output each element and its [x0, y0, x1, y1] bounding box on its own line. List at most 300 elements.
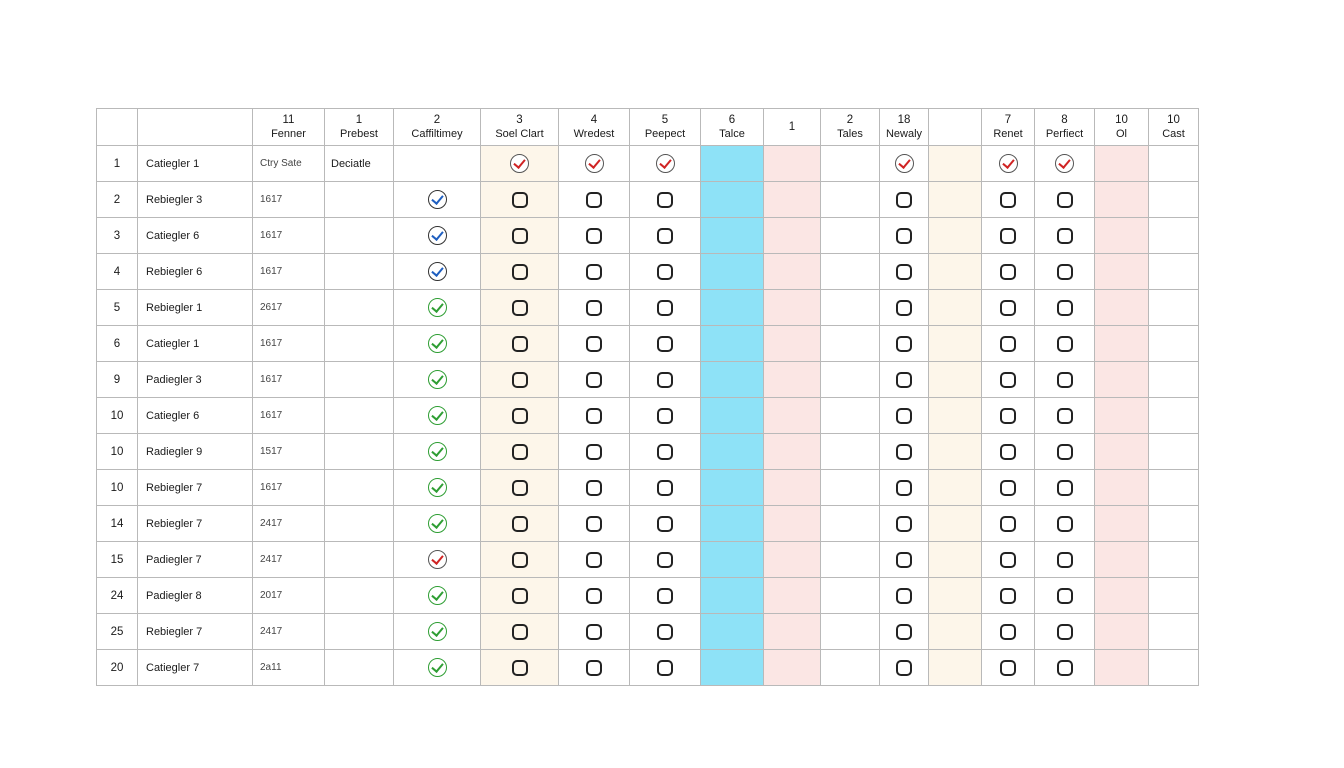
checkbox-cell — [1149, 146, 1199, 182]
table-row — [97, 578, 1199, 614]
row-number: 5 — [97, 290, 138, 326]
checkbox-checked-green-icon[interactable] — [428, 406, 447, 425]
checkbox-unchecked[interactable] — [1000, 192, 1016, 208]
checkbox-cell — [394, 254, 481, 290]
checkbox-unchecked[interactable] — [586, 444, 602, 460]
checkbox-unchecked[interactable] — [586, 552, 602, 568]
checkbox-unchecked[interactable] — [586, 336, 602, 352]
checkbox-cell — [630, 182, 701, 218]
checkbox-cell — [481, 146, 559, 182]
checkbox-unchecked[interactable] — [512, 624, 528, 640]
checkbox-cell — [880, 326, 929, 362]
checkbox-cell — [559, 326, 630, 362]
checkbox-cell — [630, 614, 701, 650]
checkbox-unchecked[interactable] — [657, 516, 673, 532]
category-name: Rebiegler 3 — [138, 182, 253, 218]
checkbox-cell — [1095, 326, 1149, 362]
checkbox-unchecked[interactable] — [896, 660, 912, 676]
checkbox-cell — [701, 434, 764, 470]
checkbox-cell — [764, 182, 821, 218]
checkbox-checked-red-icon[interactable] — [656, 154, 675, 173]
year-value: 2017 — [253, 578, 325, 614]
checkbox-unchecked[interactable] — [1057, 336, 1073, 352]
checkbox-cell — [630, 218, 701, 254]
checkbox-unchecked[interactable] — [1057, 516, 1073, 532]
year-value: 2a11 — [253, 650, 325, 686]
category-name: Catiegler 1 — [138, 326, 253, 362]
checkbox-cell — [394, 398, 481, 434]
checkbox-cell — [880, 290, 929, 326]
column-number: 2 — [433, 114, 441, 126]
checkbox-unchecked[interactable] — [586, 660, 602, 676]
checkbox-checked-red-icon[interactable] — [895, 154, 914, 173]
checkbox-cell — [630, 506, 701, 542]
checkbox-cell — [1149, 254, 1199, 290]
checkbox-cell — [630, 470, 701, 506]
checkbox-unchecked[interactable] — [512, 228, 528, 244]
checkbox-cell — [929, 146, 982, 182]
checkbox-unchecked[interactable] — [896, 552, 912, 568]
checkbox-checked-green-icon[interactable] — [428, 622, 447, 641]
column-header-7[interactable] — [630, 109, 701, 146]
checkbox-unchecked[interactable] — [1000, 444, 1016, 460]
checkbox-unchecked[interactable] — [657, 300, 673, 316]
checkbox-cell — [764, 650, 821, 686]
header-row — [97, 109, 1199, 146]
checkbox-cell — [1149, 542, 1199, 578]
row-number: 25 — [97, 614, 138, 650]
checkbox-unchecked[interactable] — [657, 264, 673, 280]
checkbox-cell — [764, 434, 821, 470]
checkbox-unchecked[interactable] — [1000, 300, 1016, 316]
column-number: 11 — [282, 114, 295, 126]
checkbox-checked-green-icon[interactable] — [428, 586, 447, 605]
year-value: 2417 — [253, 542, 325, 578]
year-value: 2417 — [253, 614, 325, 650]
checkbox-unchecked[interactable] — [512, 336, 528, 352]
checkbox-cell — [701, 326, 764, 362]
checkbox-cell — [1149, 362, 1199, 398]
checkbox-cell — [821, 650, 880, 686]
checkbox-cell — [821, 182, 880, 218]
checkbox-checked-red-icon[interactable] — [1055, 154, 1074, 173]
checkbox-cell — [982, 650, 1035, 686]
checkbox-cell — [325, 254, 394, 290]
checkbox-unchecked[interactable] — [896, 588, 912, 604]
checkbox-cell — [325, 182, 394, 218]
checkbox-cell — [982, 578, 1035, 614]
checkbox-unchecked[interactable] — [896, 336, 912, 352]
checkbox-unchecked[interactable] — [657, 624, 673, 640]
table-row — [97, 614, 1199, 650]
checkbox-checked-green-icon[interactable] — [428, 658, 447, 677]
checkbox-unchecked[interactable] — [586, 372, 602, 388]
checkbox-cell — [559, 254, 630, 290]
checkbox-cell — [630, 254, 701, 290]
checkbox-cell — [630, 290, 701, 326]
checkbox-unchecked[interactable] — [586, 408, 602, 424]
checkbox-cell — [1149, 578, 1199, 614]
checkbox-cell — [821, 326, 880, 362]
column-header-15[interactable] — [1095, 109, 1149, 146]
checkbox-cell — [929, 398, 982, 434]
checkbox-cell — [701, 470, 764, 506]
checkbox-cell — [325, 290, 394, 326]
checkbox-cell — [929, 434, 982, 470]
checkbox-unchecked[interactable] — [586, 480, 602, 496]
checkbox-cell — [929, 650, 982, 686]
column-title: Caffiltimey — [411, 128, 463, 140]
checkbox-unchecked[interactable] — [657, 588, 673, 604]
checkbox-cell — [929, 182, 982, 218]
checkbox-unchecked[interactable] — [586, 192, 602, 208]
checkbox-cell — [630, 578, 701, 614]
checkbox-checked-green-icon[interactable] — [428, 370, 447, 389]
checkbox-unchecked[interactable] — [1000, 264, 1016, 280]
checkbox-unchecked[interactable] — [1057, 264, 1073, 280]
column-title: Tales — [837, 128, 863, 140]
checkbox-unchecked[interactable] — [512, 552, 528, 568]
checkbox-cell — [325, 398, 394, 434]
checkbox-unchecked[interactable] — [1057, 192, 1073, 208]
checkbox-cell — [764, 578, 821, 614]
checkbox-cell — [764, 398, 821, 434]
checkbox-unchecked[interactable] — [1000, 372, 1016, 388]
checkbox-cell — [929, 326, 982, 362]
checkbox-cell — [880, 470, 929, 506]
checkbox-cell — [325, 434, 394, 470]
checkbox-unchecked[interactable] — [657, 372, 673, 388]
checkbox-cell — [701, 542, 764, 578]
checkbox-cell — [701, 218, 764, 254]
column-number: 1 — [788, 121, 796, 133]
column-header-3[interactable] — [325, 109, 394, 146]
checkbox-unchecked[interactable] — [512, 300, 528, 316]
checkbox-checked-green-icon[interactable] — [428, 442, 447, 461]
checkbox-unchecked[interactable] — [1000, 552, 1016, 568]
table-row — [97, 182, 1199, 218]
checkbox-unchecked[interactable] — [1000, 588, 1016, 604]
checkbox-cell — [701, 362, 764, 398]
checkbox-cell — [559, 650, 630, 686]
checkbox-unchecked[interactable] — [1057, 300, 1073, 316]
column-header-0[interactable] — [97, 109, 138, 146]
checkbox-checked-green-icon[interactable] — [428, 514, 447, 533]
checkbox-checked-blue-icon[interactable] — [428, 226, 447, 245]
year-value: 1617 — [253, 254, 325, 290]
checkbox-cell — [880, 182, 929, 218]
checkbox-cell — [481, 362, 559, 398]
year-value: 1617 — [253, 326, 325, 362]
checkbox-unchecked[interactable] — [1057, 624, 1073, 640]
checkbox-unchecked[interactable] — [657, 228, 673, 244]
checkbox-unchecked[interactable] — [657, 552, 673, 568]
checkbox-cell — [559, 146, 630, 182]
checkbox-cell — [481, 506, 559, 542]
checkbox-unchecked[interactable] — [1057, 228, 1073, 244]
checkbox-unchecked[interactable] — [586, 588, 602, 604]
checkbox-cell — [394, 326, 481, 362]
column-header-5[interactable] — [481, 109, 559, 146]
category-name: Catiegler 6 — [138, 218, 253, 254]
checkbox-checked-green-icon[interactable] — [428, 478, 447, 497]
checkbox-unchecked[interactable] — [896, 372, 912, 388]
checkbox-cell — [1149, 650, 1199, 686]
row-number: 14 — [97, 506, 138, 542]
column-header-2[interactable] — [253, 109, 325, 146]
checkbox-cell — [630, 326, 701, 362]
checkbox-cell — [764, 542, 821, 578]
row-number: 3 — [97, 218, 138, 254]
column-header-8[interactable] — [701, 109, 764, 146]
year-value: 1517 — [253, 434, 325, 470]
checkbox-unchecked[interactable] — [896, 408, 912, 424]
checkbox-checked-blue-icon[interactable] — [428, 262, 447, 281]
checkbox-cell — [394, 218, 481, 254]
checkbox-cell — [821, 398, 880, 434]
column-header-16[interactable] — [1149, 109, 1199, 146]
year-value: 1617 — [253, 470, 325, 506]
column-header-1[interactable] — [138, 109, 253, 146]
column-header-9[interactable] — [764, 109, 821, 146]
checkbox-cell — [701, 290, 764, 326]
column-header-4[interactable] — [394, 109, 481, 146]
checkbox-unchecked[interactable] — [657, 192, 673, 208]
checkbox-unchecked[interactable] — [657, 444, 673, 460]
column-title: Wredest — [573, 128, 615, 140]
column-header-12[interactable] — [929, 109, 982, 146]
checkbox-cell — [325, 470, 394, 506]
checkbox-cell — [821, 254, 880, 290]
status-text: Deciatle — [325, 146, 394, 182]
category-name: Rebiegler 1 — [138, 290, 253, 326]
checkbox-cell — [821, 470, 880, 506]
checkbox-cell — [1149, 290, 1199, 326]
checkbox-cell — [394, 470, 481, 506]
checkbox-cell — [1149, 434, 1199, 470]
table-row — [97, 326, 1199, 362]
checkbox-unchecked[interactable] — [1000, 516, 1016, 532]
checkbox-unchecked[interactable] — [1000, 480, 1016, 496]
checkbox-cell — [1149, 470, 1199, 506]
checkbox-cell — [1095, 578, 1149, 614]
checkbox-unchecked[interactable] — [512, 516, 528, 532]
checkbox-cell — [1035, 398, 1095, 434]
checkbox-checked-green-icon[interactable] — [428, 334, 447, 353]
checkbox-cell — [880, 578, 929, 614]
checkbox-cell — [481, 650, 559, 686]
checkbox-cell — [481, 290, 559, 326]
checkbox-cell — [481, 434, 559, 470]
checkbox-unchecked[interactable] — [657, 660, 673, 676]
checkbox-unchecked[interactable] — [896, 228, 912, 244]
checkbox-cell — [880, 218, 929, 254]
column-header-13[interactable] — [982, 109, 1035, 146]
checkbox-unchecked[interactable] — [1000, 624, 1016, 640]
column-title: Ol — [1116, 128, 1127, 140]
checkbox-unchecked[interactable] — [512, 480, 528, 496]
checkbox-unchecked[interactable] — [1057, 372, 1073, 388]
category-name: Rebiegler 7 — [138, 614, 253, 650]
checkbox-unchecked[interactable] — [896, 264, 912, 280]
table-row — [97, 650, 1199, 686]
checkbox-cell — [821, 614, 880, 650]
checkbox-cell — [481, 578, 559, 614]
checkbox-cell — [821, 218, 880, 254]
checkbox-cell — [481, 182, 559, 218]
checkbox-unchecked[interactable] — [657, 408, 673, 424]
year-value: 2417 — [253, 506, 325, 542]
checkbox-checked-red-icon[interactable] — [585, 154, 604, 173]
checkbox-unchecked[interactable] — [586, 264, 602, 280]
checkbox-cell — [1035, 650, 1095, 686]
checkbox-unchecked[interactable] — [1057, 444, 1073, 460]
column-number: 7 — [1004, 114, 1012, 126]
checkbox-unchecked[interactable] — [512, 408, 528, 424]
checkbox-unchecked[interactable] — [512, 372, 528, 388]
checkbox-checked-red-icon[interactable] — [999, 154, 1018, 173]
checkbox-cell — [982, 506, 1035, 542]
checkbox-cell — [982, 398, 1035, 434]
checkbox-unchecked[interactable] — [1000, 336, 1016, 352]
checkbox-cell — [325, 362, 394, 398]
checkbox-cell — [764, 254, 821, 290]
checkbox-unchecked[interactable] — [512, 192, 528, 208]
checkbox-unchecked[interactable] — [1057, 480, 1073, 496]
column-title: Fenner — [271, 128, 306, 140]
checkbox-unchecked[interactable] — [896, 192, 912, 208]
year-value: 1617 — [253, 362, 325, 398]
checkbox-cell — [1149, 326, 1199, 362]
checklist-grid — [96, 108, 1199, 686]
checkbox-unchecked[interactable] — [1057, 408, 1073, 424]
checkbox-unchecked[interactable] — [1057, 588, 1073, 604]
checkbox-cell — [630, 398, 701, 434]
checkbox-cell — [1035, 362, 1095, 398]
checkbox-cell — [982, 218, 1035, 254]
checkbox-cell — [481, 398, 559, 434]
checkbox-unchecked[interactable] — [1057, 660, 1073, 676]
checkbox-checked-red-icon[interactable] — [428, 550, 447, 569]
checkbox-unchecked[interactable] — [896, 480, 912, 496]
checkbox-cell — [394, 542, 481, 578]
checkbox-cell — [1095, 614, 1149, 650]
column-number: 1 — [355, 114, 363, 126]
checkbox-cell — [559, 290, 630, 326]
checkbox-cell — [1095, 182, 1149, 218]
checkbox-cell — [481, 218, 559, 254]
checkbox-unchecked[interactable] — [1000, 228, 1016, 244]
checkbox-cell — [821, 506, 880, 542]
category-name: Catiegler 6 — [138, 398, 253, 434]
checkbox-checked-green-icon[interactable] — [428, 298, 447, 317]
checkbox-cell — [394, 182, 481, 218]
checkbox-cell — [880, 146, 929, 182]
checkbox-unchecked[interactable] — [1000, 408, 1016, 424]
column-number: 6 — [728, 114, 736, 126]
checkbox-cell — [701, 254, 764, 290]
checkbox-unchecked[interactable] — [896, 624, 912, 640]
column-title: Cast — [1162, 128, 1185, 140]
column-header-6[interactable] — [559, 109, 630, 146]
checkbox-unchecked[interactable] — [657, 336, 673, 352]
checkbox-cell — [1035, 146, 1095, 182]
checkbox-cell — [929, 542, 982, 578]
year-value: Ctry Sate — [253, 146, 325, 182]
checkbox-cell — [880, 434, 929, 470]
checkbox-cell — [880, 614, 929, 650]
checkbox-cell — [821, 542, 880, 578]
checkbox-cell — [559, 398, 630, 434]
checkbox-cell — [394, 146, 481, 182]
category-name: Padiegler 7 — [138, 542, 253, 578]
checkbox-cell — [1035, 470, 1095, 506]
checkbox-cell — [929, 290, 982, 326]
checkbox-cell — [559, 542, 630, 578]
checkbox-unchecked[interactable] — [1000, 660, 1016, 676]
column-title: Renet — [993, 128, 1023, 140]
checkbox-cell — [630, 362, 701, 398]
checkbox-cell — [929, 362, 982, 398]
checkbox-cell — [929, 218, 982, 254]
checkbox-unchecked[interactable] — [586, 300, 602, 316]
checkbox-cell — [325, 506, 394, 542]
checkbox-cell — [1035, 254, 1095, 290]
checkbox-unchecked[interactable] — [512, 264, 528, 280]
column-number: 5 — [661, 114, 669, 126]
checkbox-unchecked[interactable] — [586, 228, 602, 244]
column-number: 10 — [1167, 114, 1180, 126]
checkbox-checked-blue-icon[interactable] — [428, 190, 447, 209]
checkbox-cell — [929, 614, 982, 650]
column-header-14[interactable] — [1035, 109, 1095, 146]
column-title: Peepect — [644, 128, 686, 140]
checkbox-cell — [701, 650, 764, 686]
checkbox-cell — [821, 146, 880, 182]
checkbox-unchecked[interactable] — [512, 588, 528, 604]
checkbox-cell — [982, 434, 1035, 470]
checkbox-cell — [1149, 182, 1199, 218]
row-number: 4 — [97, 254, 138, 290]
checklist-table — [96, 108, 1199, 686]
checkbox-checked-red-icon[interactable] — [510, 154, 529, 173]
category-name: Rebiegler 7 — [138, 506, 253, 542]
checkbox-unchecked[interactable] — [586, 624, 602, 640]
checkbox-unchecked[interactable] — [1057, 552, 1073, 568]
checkbox-cell — [982, 542, 1035, 578]
checkbox-unchecked[interactable] — [896, 444, 912, 460]
checkbox-cell — [1095, 506, 1149, 542]
checkbox-unchecked[interactable] — [512, 660, 528, 676]
checkbox-cell — [982, 326, 1035, 362]
checkbox-unchecked[interactable] — [657, 480, 673, 496]
checkbox-unchecked[interactable] — [586, 516, 602, 532]
column-header-10[interactable] — [821, 109, 880, 146]
table-body — [97, 146, 1199, 686]
category-name: Catiegler 1 — [138, 146, 253, 182]
checkbox-cell — [394, 362, 481, 398]
column-title: Prebest — [340, 128, 378, 140]
checkbox-unchecked[interactable] — [896, 516, 912, 532]
checkbox-cell — [701, 614, 764, 650]
checkbox-cell — [821, 578, 880, 614]
checkbox-cell — [821, 290, 880, 326]
checkbox-cell — [325, 578, 394, 614]
column-header-11[interactable] — [880, 109, 929, 146]
checkbox-unchecked[interactable] — [896, 300, 912, 316]
checkbox-unchecked[interactable] — [512, 444, 528, 460]
column-title: Perfiect — [1045, 128, 1084, 140]
